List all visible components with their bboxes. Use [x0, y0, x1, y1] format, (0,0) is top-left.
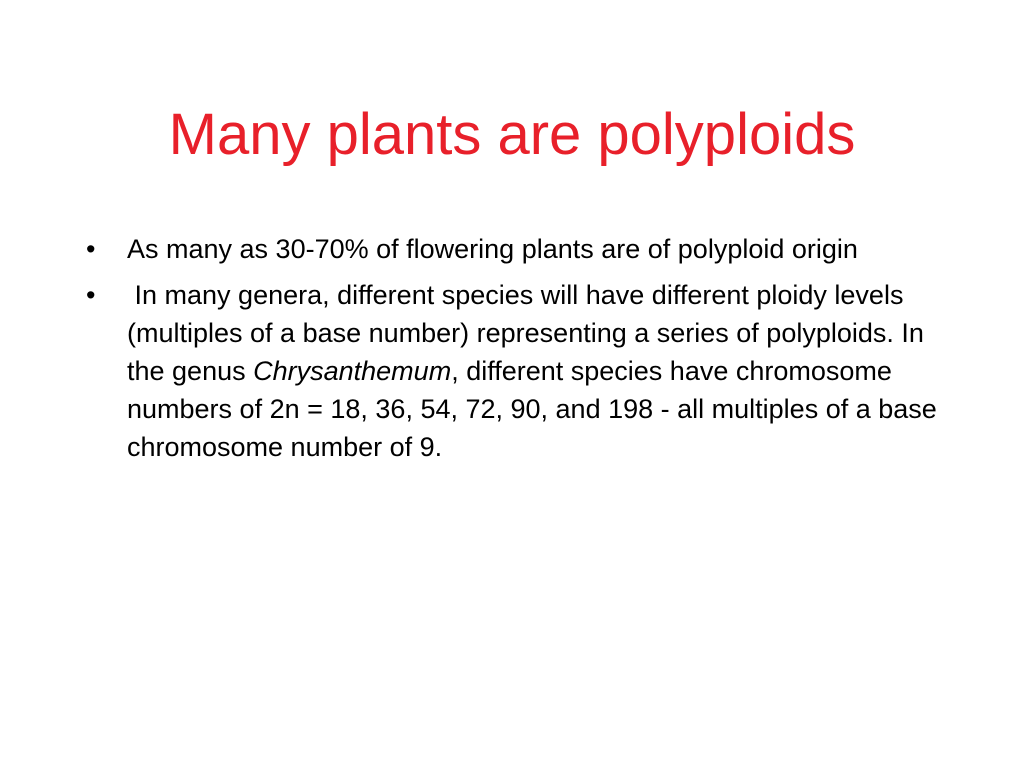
- bullet-text-part: , different species have chromosome numbers of 2n = 18, 36, 54, 72, 90, and 198 - all multiples of a base chromosome number of 9.: [127, 356, 937, 462]
- slide-title: Many plants are polyploids: [168, 102, 856, 167]
- bullet-list: [86, 230, 966, 474]
- bullet-item-flowering-plants: [86, 230, 966, 268]
- genus-name: Chrysanthemum: [253, 356, 452, 386]
- bullet-icon: •: [86, 280, 96, 310]
- bullet-item-ploidy-levels: [86, 276, 966, 466]
- bullet-text-part: In many genera, different species will have different ploidy levels (multiples of a base number) representing a series of polyploids. In the genus: [127, 280, 932, 386]
- bullet-icon: •: [86, 234, 96, 264]
- bullet-text: [127, 276, 966, 466]
- bullet-text: As many as 30-70% of flowering plants are of polyploid origin: [127, 234, 858, 264]
